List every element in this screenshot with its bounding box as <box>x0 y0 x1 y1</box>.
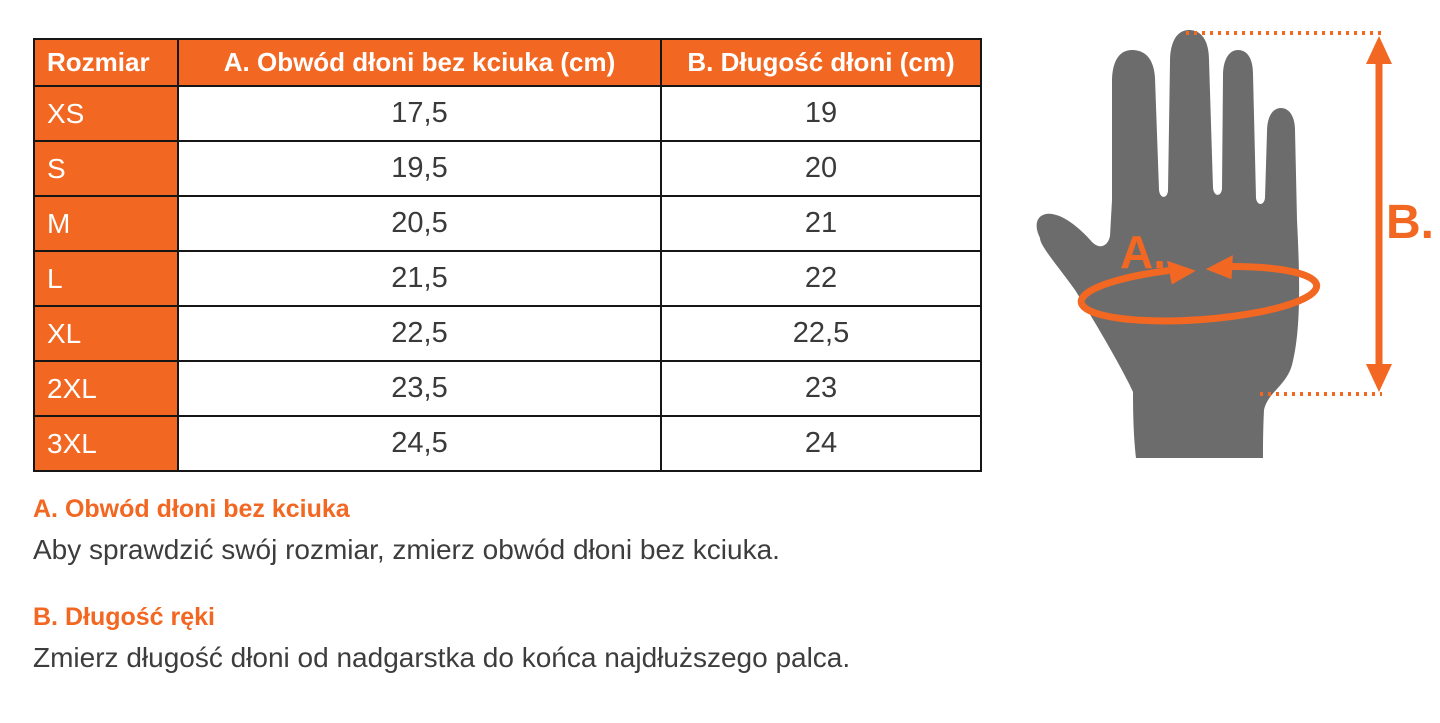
note-section-b <box>33 603 850 674</box>
header-cell-circumference: A. Obwód dłoni bez kciuka (cm) <box>178 39 661 86</box>
hand-diagram-svg <box>1020 20 1440 460</box>
header-cell-size: Rozmiar <box>34 39 178 86</box>
size-cell: XS <box>34 86 178 141</box>
length-cell: 21 <box>661 196 981 251</box>
length-cell: 24 <box>661 416 981 471</box>
length-cell: 20 <box>661 141 981 196</box>
size-cell: 3XL <box>34 416 178 471</box>
table-row <box>34 86 981 141</box>
header-cell-length: B. Długość dłoni (cm) <box>661 39 981 86</box>
size-cell: 2XL <box>34 361 178 416</box>
table-row <box>34 416 981 471</box>
table-row <box>34 196 981 251</box>
length-cell: 23 <box>661 361 981 416</box>
circumference-cell: 22,5 <box>178 306 661 361</box>
size-cell: M <box>34 196 178 251</box>
arrowhead-down-icon <box>1366 364 1392 392</box>
table-row <box>34 306 981 361</box>
length-cell: 22 <box>661 251 981 306</box>
size-cell: XL <box>34 306 178 361</box>
note-heading-b: B. Długość ręki <box>33 603 215 631</box>
table-row <box>34 141 981 196</box>
length-cell: 19 <box>661 86 981 141</box>
circumference-cell: 17,5 <box>178 86 661 141</box>
size-table <box>33 38 982 472</box>
size-cell: S <box>34 141 178 196</box>
note-body-a: Aby sprawdzić swój rozmiar, zmierz obwód dłoni bez kciuka. <box>33 534 780 565</box>
circumference-cell: 20,5 <box>178 196 661 251</box>
note-section-a <box>33 495 780 566</box>
label-a: A. <box>1120 226 1166 278</box>
hand-measurement-diagram <box>1020 20 1440 460</box>
size-cell: L <box>34 251 178 306</box>
table-row <box>34 251 981 306</box>
hand-silhouette-shape <box>1037 30 1300 458</box>
note-body-b: Zmierz długość dłoni od nadgarstka do końca najdłuższego palca. <box>33 642 851 673</box>
circumference-cell: 24,5 <box>178 416 661 471</box>
table-row <box>34 361 981 416</box>
table-header-row <box>34 39 981 86</box>
circumference-cell: 23,5 <box>178 361 661 416</box>
circumference-cell: 21,5 <box>178 251 661 306</box>
arrowhead-up-icon <box>1366 36 1392 64</box>
label-b: B. <box>1386 196 1434 249</box>
length-cell: 22,5 <box>661 306 981 361</box>
circumference-cell: 19,5 <box>178 141 661 196</box>
size-table-body <box>34 86 981 471</box>
note-heading-a: A. Obwód dłoni bez kciuka <box>33 495 350 523</box>
